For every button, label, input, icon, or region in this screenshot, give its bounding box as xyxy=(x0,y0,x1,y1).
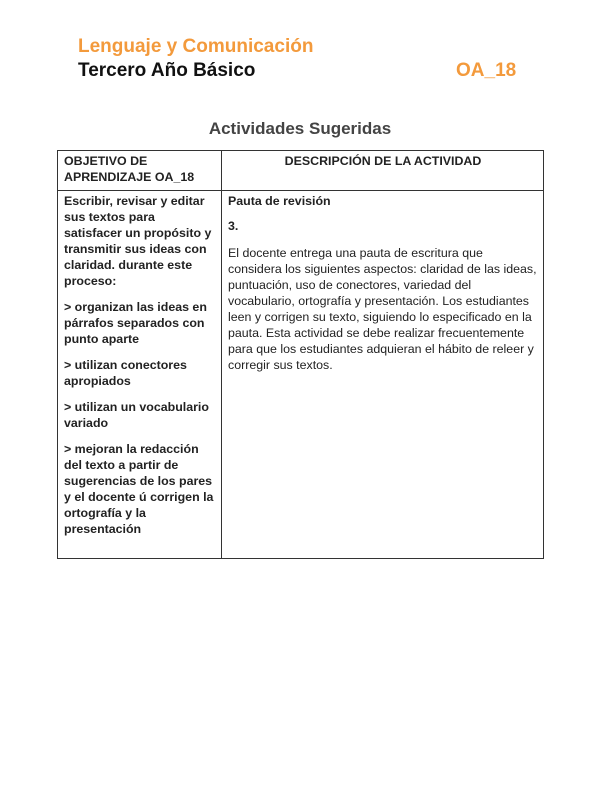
table-header-row xyxy=(58,151,544,191)
objective-bullet: > organizan las ideas en párrafos separados con punto aparte xyxy=(64,300,207,346)
activity-number: 3. xyxy=(228,219,239,233)
objective-bullet: > mejoran la redacción del texto a partir de sugerencias de los pares y el docente ú corrigen la ortografía y la presentación xyxy=(64,442,214,536)
subject-title: Lenguaje y Comunicación xyxy=(78,36,314,57)
section-title: Actividades Sugeridas xyxy=(208,119,392,138)
activity-description: El docente entrega una pauta de escritura que considera los siguientes aspectos: claridad de las ideas, puntuación, uso de conectores, variedad del vocabulario, ortografía y presentación. Los estudiantes leen y corrigen su texto, siguiendo lo especificado en la pauta. Esta actividad se debe realizar frecuentemente para que los estudiantes adquieran el hábito de releer y corregir sus textos. xyxy=(228,246,537,372)
objective-code: OA_18 xyxy=(456,60,517,81)
table-row xyxy=(58,191,544,559)
objective-cell xyxy=(58,191,222,559)
objective-text: Escribir, revisar y editar sus textos para satisfacer un propósito y transmitir sus ideas con claridad. durante este proceso: xyxy=(64,194,212,288)
objective-bullet: > utilizan un vocabulario variado xyxy=(64,400,209,430)
grade-title: Tercero Año Básico xyxy=(78,60,256,81)
header-objective: OBJETIVO DE APRENDIZAJE OA_18 xyxy=(58,151,222,191)
activities-table xyxy=(57,150,544,559)
header-description: DESCRIPCIÓN DE LA ACTIVIDAD xyxy=(222,151,544,191)
activity-title: Pauta de revisión xyxy=(228,194,331,208)
objective-bullet: > utilizan conectores apropiados xyxy=(64,358,187,388)
activity-cell xyxy=(222,191,544,559)
